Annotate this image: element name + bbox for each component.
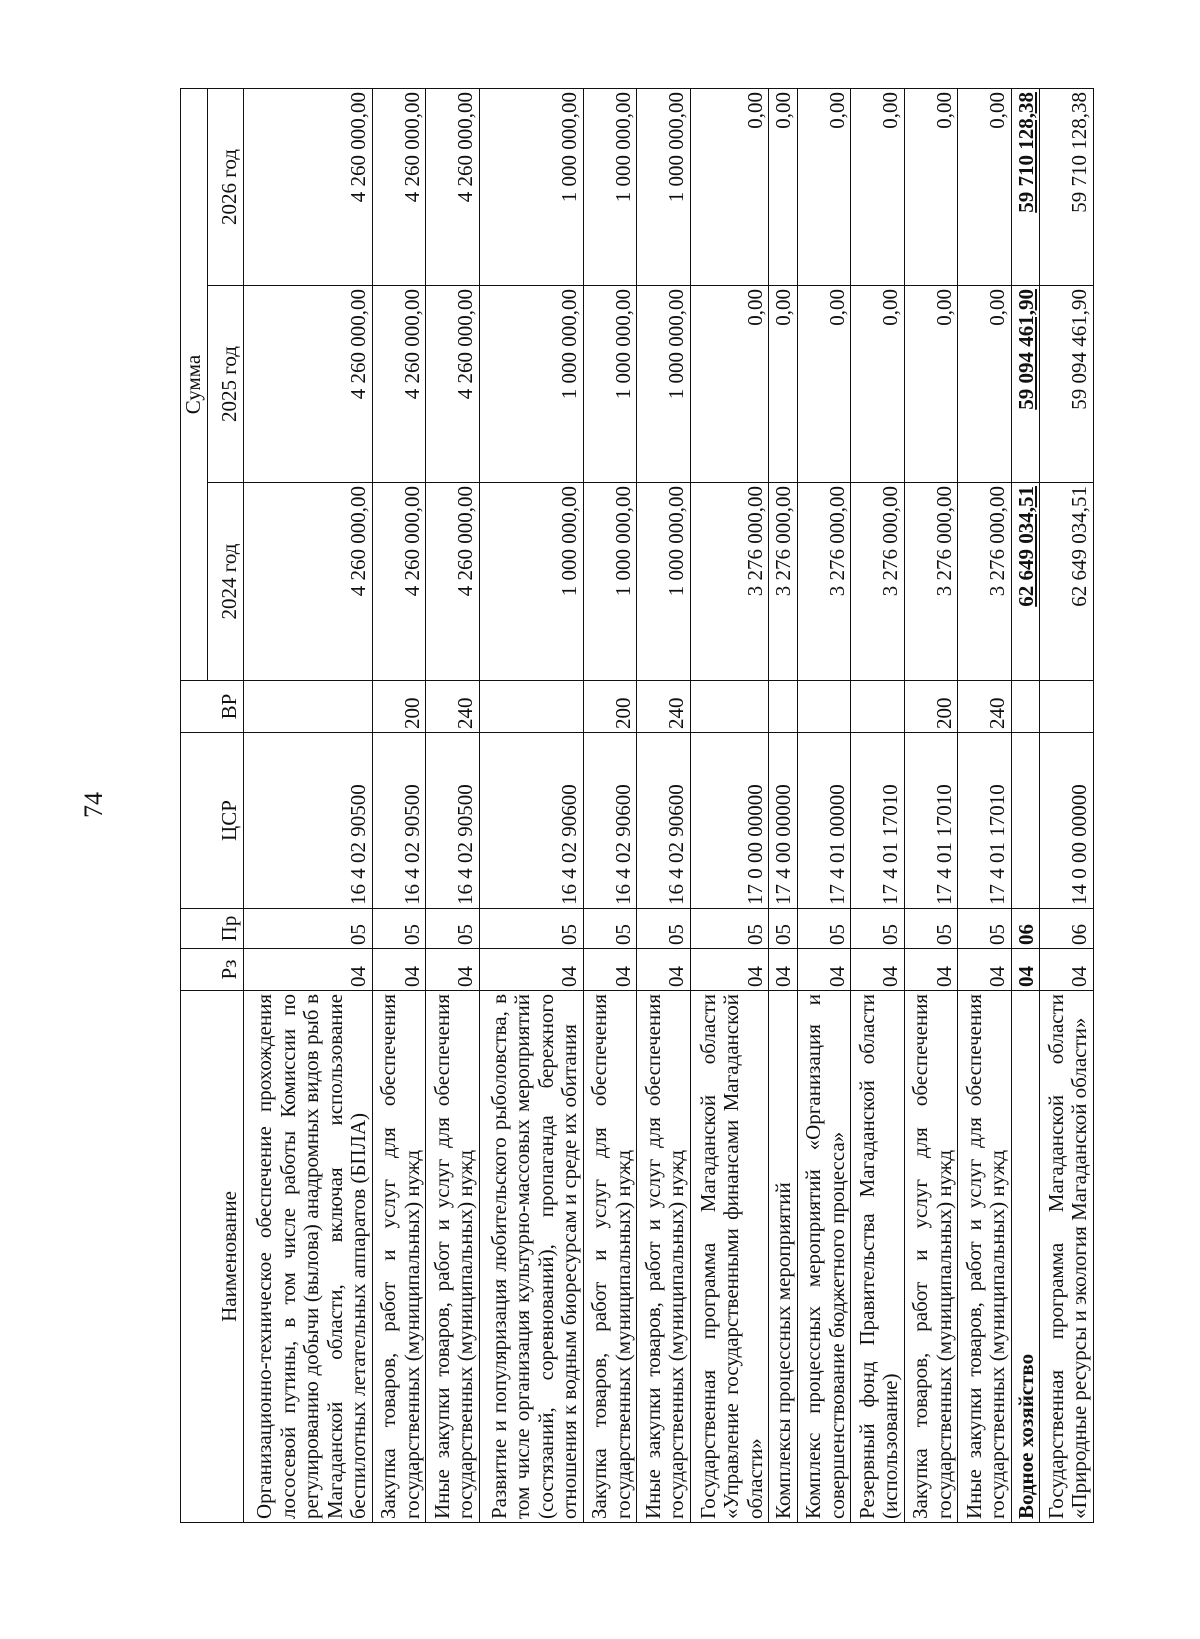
row-csr: 17 4 01 17010 — [958, 733, 1012, 909]
row-sum-2026: 4 260 000,00 — [243, 89, 372, 286]
row-vr — [797, 681, 851, 733]
row-pr: 05 — [243, 909, 372, 949]
row-vr: 240 — [958, 681, 1012, 733]
row-pr: 05 — [426, 909, 480, 949]
row-name: Организационно-техническое обеспечение прохождения лососевой путины, в том числе работы Комиссии по регулированию добычи (вылова) анадромных видов рыб в Магаданской области, включая использование беспилотных летательных аппаратов (БПЛА) — [243, 991, 372, 1523]
row-rz: 04 — [851, 949, 905, 991]
row-sum-2024: 3 276 000,00 — [769, 483, 797, 681]
row-sum-2024: 4 260 000,00 — [426, 483, 480, 681]
row-pr: 05 — [637, 909, 691, 949]
table-row — [904, 89, 958, 1523]
page-number: 74 — [79, 792, 108, 818]
row-sum-2026: 1 000 000,00 — [479, 89, 583, 286]
row-pr: 06 — [1040, 909, 1094, 949]
row-vr — [851, 681, 905, 733]
row-csr — [1011, 733, 1039, 909]
row-csr: 17 4 01 17010 — [851, 733, 905, 909]
row-sum-2025: 0,00 — [904, 286, 958, 483]
header-year-2024: 2024 год — [207, 483, 243, 681]
header-year-2025: 2025 год — [207, 286, 243, 483]
row-pr: 06 — [1011, 909, 1039, 949]
row-csr: 16 4 02 90500 — [372, 733, 426, 909]
row-pr: 05 — [690, 909, 769, 949]
table-row — [797, 89, 851, 1523]
row-sum-2026: 59 710 128,38 — [1040, 89, 1094, 286]
row-rz: 04 — [797, 949, 851, 991]
row-sum-2024: 3 276 000,00 — [851, 483, 905, 681]
row-sum-2024: 3 276 000,00 — [904, 483, 958, 681]
row-pr: 05 — [583, 909, 637, 949]
row-sum-2025: 0,00 — [797, 286, 851, 483]
header-name: Наименование — [181, 991, 244, 1523]
row-sum-2025: 0,00 — [958, 286, 1012, 483]
row-rz: 04 — [1011, 949, 1039, 991]
table-row — [583, 89, 637, 1523]
row-vr — [479, 681, 583, 733]
table-row — [479, 89, 583, 1523]
row-sum-2026: 0,00 — [958, 89, 1012, 286]
row-rz: 04 — [958, 949, 1012, 991]
row-csr: 16 4 02 90500 — [243, 733, 372, 909]
row-rz: 04 — [479, 949, 583, 991]
table-row — [1011, 89, 1039, 1523]
header-year-2026: 2026 год — [207, 89, 243, 286]
row-rz: 04 — [583, 949, 637, 991]
row-csr: 17 0 00 00000 — [690, 733, 769, 909]
row-sum-2024: 4 260 000,00 — [243, 483, 372, 681]
table-row — [769, 89, 797, 1523]
row-vr — [243, 681, 372, 733]
row-vr: 240 — [426, 681, 480, 733]
row-vr — [690, 681, 769, 733]
row-sum-2025: 4 260 000,00 — [372, 286, 426, 483]
row-vr: 200 — [372, 681, 426, 733]
table-row — [426, 89, 480, 1523]
row-rz: 04 — [243, 949, 372, 991]
row-rz: 04 — [372, 949, 426, 991]
row-csr: 17 4 01 00000 — [797, 733, 851, 909]
row-vr: 200 — [583, 681, 637, 733]
rotated-table-wrapper — [180, 89, 1094, 1523]
row-vr — [1040, 681, 1094, 733]
row-name: Комплексы процессных мероприятий — [769, 991, 797, 1523]
row-pr: 05 — [904, 909, 958, 949]
row-name: Государственная программа Магаданской области «Природные ресурсы и экология Магаданской области» — [1040, 991, 1094, 1523]
table-row — [637, 89, 691, 1523]
row-name: Комплекс процессных мероприятий «Организация и совершенствование бюджетного процесса» — [797, 991, 851, 1523]
row-name: Государственная программа Магаданской области «Управление государственными финансами Магаданской области» — [690, 991, 769, 1523]
row-sum-2024: 62 649 034,51 — [1011, 483, 1039, 681]
row-sum-2025: 4 260 000,00 — [426, 286, 480, 483]
table-body — [243, 89, 1093, 1523]
row-pr: 05 — [479, 909, 583, 949]
row-vr — [1011, 681, 1039, 733]
row-sum-2024: 1 000 000,00 — [583, 483, 637, 681]
row-csr: 17 4 01 17010 — [904, 733, 958, 909]
row-pr: 05 — [797, 909, 851, 949]
row-csr: 17 4 00 00000 — [769, 733, 797, 909]
row-vr: 200 — [904, 681, 958, 733]
row-pr: 05 — [372, 909, 426, 949]
row-sum-2026: 0,00 — [904, 89, 958, 286]
row-sum-2024: 62 649 034,51 — [1040, 483, 1094, 681]
row-name: Резервный фонд Правительства Магаданской области (использование) — [851, 991, 905, 1523]
row-name: Водное хозяйство — [1011, 991, 1039, 1523]
row-name: Закупка товаров, работ и услуг для обеспечения государственных (муниципальных) нужд — [904, 991, 958, 1523]
row-sum-2026: 0,00 — [797, 89, 851, 286]
row-sum-2024: 1 000 000,00 — [479, 483, 583, 681]
header-row-1 — [181, 89, 208, 1523]
row-sum-2025: 4 260 000,00 — [243, 286, 372, 483]
row-rz: 04 — [904, 949, 958, 991]
row-name: Иные закупки товаров, работ и услуг для обеспечения государственных (муниципальных) нужд — [426, 991, 480, 1523]
row-sum-2026: 0,00 — [769, 89, 797, 286]
row-sum-2025: 1 000 000,00 — [479, 286, 583, 483]
row-csr: 16 4 02 90600 — [583, 733, 637, 909]
row-sum-2025: 1 000 000,00 — [637, 286, 691, 483]
header-vr: ВР — [181, 681, 244, 733]
row-rz: 04 — [1040, 949, 1094, 991]
row-sum-2025: 0,00 — [769, 286, 797, 483]
row-pr: 05 — [851, 909, 905, 949]
row-sum-2024: 1 000 000,00 — [637, 483, 691, 681]
row-rz: 04 — [690, 949, 769, 991]
row-name: Иные закупки товаров, работ и услуг для обеспечения государственных (муниципальных) нужд — [637, 991, 691, 1523]
row-vr: 240 — [637, 681, 691, 733]
row-sum-2024: 3 276 000,00 — [797, 483, 851, 681]
row-sum-2026: 0,00 — [690, 89, 769, 286]
row-name: Иные закупки товаров, работ и услуг для обеспечения государственных (муниципальных) нужд — [958, 991, 1012, 1523]
row-sum-2025: 59 094 461,90 — [1040, 286, 1094, 483]
budget-table — [180, 88, 1094, 1523]
table-row — [851, 89, 905, 1523]
row-pr: 05 — [769, 909, 797, 949]
row-sum-2026: 1 000 000,00 — [637, 89, 691, 286]
header-pr: Пр — [181, 909, 244, 949]
row-csr: 16 4 02 90600 — [637, 733, 691, 909]
row-sum-2026: 4 260 000,00 — [372, 89, 426, 286]
row-sum-2026: 0,00 — [851, 89, 905, 286]
row-sum-2025: 59 094 461,90 — [1011, 286, 1039, 483]
row-sum-2025: 0,00 — [851, 286, 905, 483]
header-rz: Рз — [181, 949, 244, 991]
row-sum-2024: 4 260 000,00 — [372, 483, 426, 681]
row-rz: 04 — [769, 949, 797, 991]
row-sum-2026: 1 000 000,00 — [583, 89, 637, 286]
row-rz: 04 — [426, 949, 480, 991]
table-row — [1040, 89, 1094, 1523]
table-row — [690, 89, 769, 1523]
row-sum-2024: 3 276 000,00 — [958, 483, 1012, 681]
row-sum-2025: 1 000 000,00 — [583, 286, 637, 483]
row-name: Развитие и популяризация любительского рыболовства, в том числе организация культурно-массовых мероприятий (состязаний, соревнований), пропаганда бережного отношения к водным биоресурсам и среде их обитания — [479, 991, 583, 1523]
header-sum-group: Сумма — [181, 89, 208, 681]
row-csr: 14 0 00 00000 — [1040, 733, 1094, 909]
row-pr: 05 — [958, 909, 1012, 949]
row-sum-2024: 3 276 000,00 — [690, 483, 769, 681]
table-row — [372, 89, 426, 1523]
row-name: Закупка товаров, работ и услуг для обеспечения государственных (муниципальных) нужд — [583, 991, 637, 1523]
row-name: Закупка товаров, работ и услуг для обеспечения государственных (муниципальных) нужд — [372, 991, 426, 1523]
row-csr: 16 4 02 90600 — [479, 733, 583, 909]
table-row — [243, 89, 372, 1523]
row-sum-2026: 59 710 128,38 — [1011, 89, 1039, 286]
row-vr — [769, 681, 797, 733]
header-csr: ЦСР — [181, 733, 244, 909]
row-csr: 16 4 02 90500 — [426, 733, 480, 909]
row-rz: 04 — [637, 949, 691, 991]
row-sum-2026: 4 260 000,00 — [426, 89, 480, 286]
row-sum-2025: 0,00 — [690, 286, 769, 483]
table-row — [958, 89, 1012, 1523]
